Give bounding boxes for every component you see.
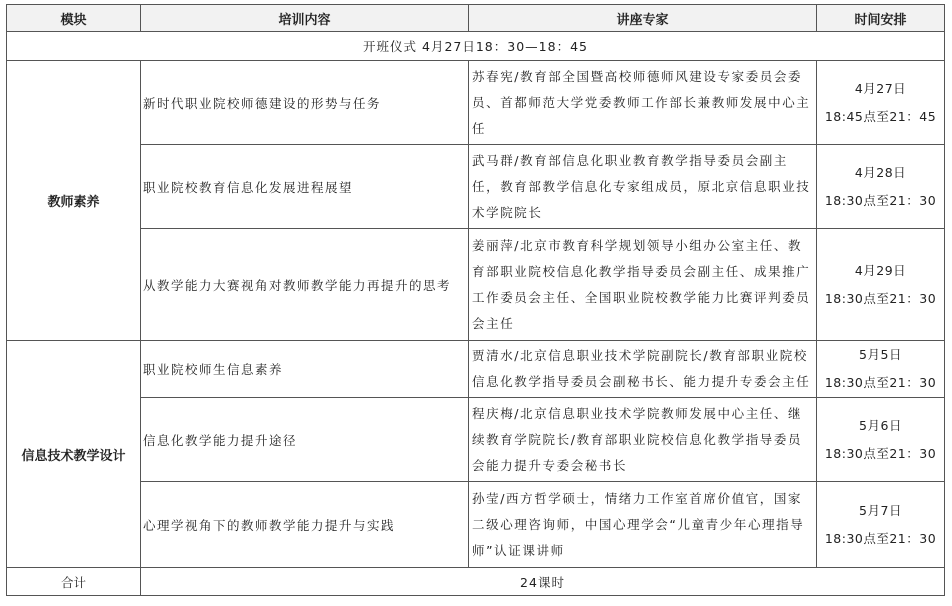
table-row — [7, 229, 945, 341]
schedule-time: 18:30点至21：30 — [824, 530, 937, 546]
table-row — [7, 145, 945, 229]
training-content: 信息化教学能力提升途径 — [141, 398, 469, 482]
training-content: 心理学视角下的教师教学能力提升与实践 — [141, 482, 469, 568]
schedule-time: 18:45点至21：45 — [824, 108, 937, 124]
header-content: 培训内容 — [141, 5, 469, 32]
training-content: 职业院校教育信息化发展进程展望 — [141, 145, 469, 229]
schedule-date: 4月27日 — [854, 80, 907, 96]
schedule-date: 4月28日 — [854, 164, 907, 180]
schedule-time: 18:30点至21：30 — [824, 290, 937, 306]
time-schedule — [817, 398, 945, 482]
header-row — [7, 5, 945, 32]
training-content: 从教学能力大赛视角对教师教学能力再提升的思考 — [141, 229, 469, 341]
schedule-date: 5月7日 — [859, 502, 902, 518]
time-schedule — [817, 341, 945, 398]
time-schedule — [817, 229, 945, 341]
time-schedule — [817, 61, 945, 145]
schedule-time: 18:30点至21：30 — [824, 445, 937, 461]
header-module: 模块 — [7, 5, 141, 32]
table-row — [7, 482, 945, 568]
lecture-expert: 程庆梅/北京信息职业技术学院教师发展中心主任、继续教育学院院长/教育部职业院校信息化教学指导委员会能力提升专委会秘书长 — [469, 398, 817, 482]
module-it-teaching-design: 信息技术教学设计 — [7, 341, 141, 568]
total-label: 合计 — [7, 568, 141, 596]
schedule-time: 18:30点至21：30 — [824, 192, 937, 208]
table-row — [7, 61, 945, 145]
opening-ceremony: 开班仪式 4月27日18：30—18：45 — [7, 32, 945, 61]
lecture-expert: 孙莹/西方哲学硕士，情绪力工作室首席价值官，国家二级心理咨询师，中国心理学会“儿童青少年心理指导师”认证课讲师 — [469, 482, 817, 568]
opening-row — [7, 32, 945, 61]
training-content: 新时代职业院校师德建设的形势与任务 — [141, 61, 469, 145]
module-teacher-quality: 教师素养 — [7, 61, 141, 341]
training-content: 职业院校师生信息素养 — [141, 341, 469, 398]
total-row — [7, 568, 945, 596]
schedule-time: 18:30点至21：30 — [824, 375, 937, 390]
header-expert: 讲座专家 — [469, 5, 817, 32]
schedule-date: 5月6日 — [859, 417, 902, 433]
time-schedule — [817, 482, 945, 568]
total-hours: 24课时 — [141, 568, 945, 596]
time-schedule — [817, 145, 945, 229]
table-row — [7, 341, 945, 398]
header-time: 时间安排 — [817, 5, 945, 32]
training-schedule-table — [6, 4, 945, 596]
schedule-date: 4月29日 — [854, 262, 907, 278]
lecture-expert: 贾清水/北京信息职业技术学院副院长/教育部职业院校信息化教学指导委员会副秘书长、能力提升专委会主任 — [469, 341, 817, 398]
lecture-expert: 苏春宪/教育部全国暨高校师德师风建设专家委员会委员、首都师范大学党委教师工作部长兼教师发展中心主任 — [469, 61, 817, 145]
schedule-date: 5月5日 — [859, 347, 902, 362]
table-row — [7, 398, 945, 482]
lecture-expert: 姜丽萍/北京市教育科学规划领导小组办公室主任、教育部职业院校信息化教学指导委员会副主任、成果推广工作委员会主任、全国职业院校教学能力比赛评判委员会主任 — [469, 229, 817, 341]
lecture-expert: 武马群/教育部信息化职业教育教学指导委员会副主任，教育部教学信息化专家组成员，原北京信息职业技术学院院长 — [469, 145, 817, 229]
